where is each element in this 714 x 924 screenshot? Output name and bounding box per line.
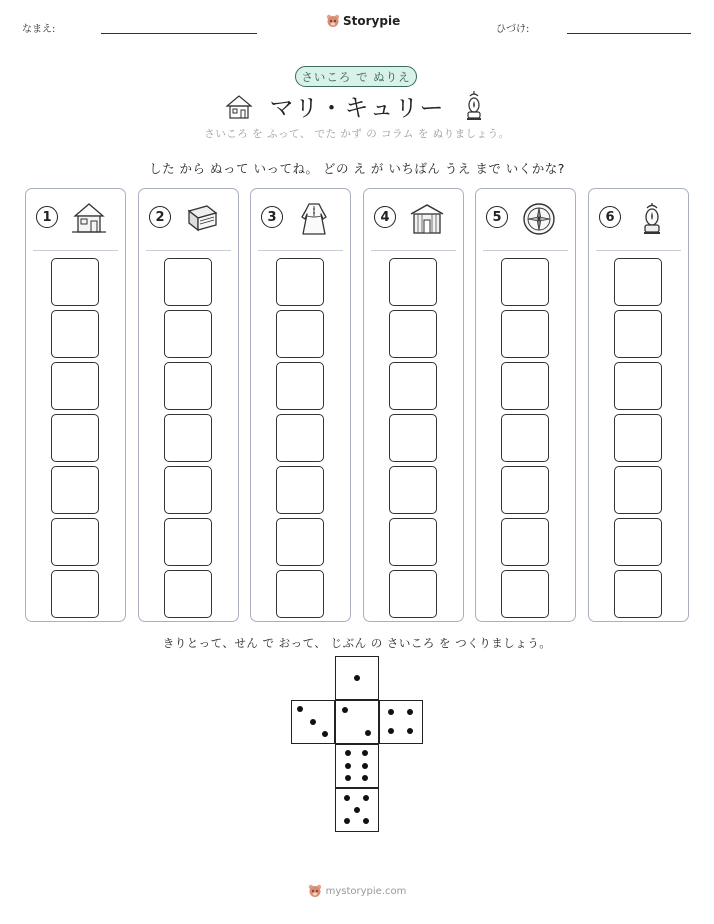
coloring-box[interactable] <box>51 466 99 514</box>
coloring-box[interactable] <box>501 362 549 410</box>
coloring-box[interactable] <box>501 570 549 618</box>
activity-badge: さいころ で ぬりえ <box>295 66 417 87</box>
coloring-box[interactable] <box>276 258 324 306</box>
column-header <box>139 189 238 251</box>
coloring-box[interactable] <box>51 310 99 358</box>
coloring-box[interactable] <box>501 414 549 462</box>
coloring-box[interactable] <box>164 362 212 410</box>
coloring-box[interactable] <box>164 570 212 618</box>
dice-pip <box>362 763 368 769</box>
coloring-box[interactable] <box>501 518 549 566</box>
dice-pip <box>388 728 394 734</box>
column-1 <box>25 188 126 622</box>
column-divider <box>146 250 231 251</box>
coloring-box[interactable] <box>501 310 549 358</box>
coloring-box[interactable] <box>276 362 324 410</box>
dice-pip <box>342 707 348 713</box>
column-5 <box>475 188 576 622</box>
instruction: した から ぬって いってね。 どの え が いちばん うえ まで いくかな? <box>149 161 565 176</box>
coloring-box[interactable] <box>501 258 549 306</box>
dice-pip <box>362 750 368 756</box>
coloring-box[interactable] <box>614 414 662 462</box>
dice-pip <box>363 795 369 801</box>
column-number: 2 <box>149 206 171 228</box>
coloring-box[interactable] <box>614 466 662 514</box>
name-label: なまえ: <box>22 24 56 35</box>
column-6 <box>588 188 689 622</box>
house-icon <box>70 201 108 235</box>
book-icon <box>183 201 221 235</box>
dice-pip <box>297 706 303 712</box>
dice-pip <box>354 675 360 681</box>
coloring-box[interactable] <box>276 466 324 514</box>
coloring-box[interactable] <box>389 466 437 514</box>
coloring-box[interactable] <box>51 570 99 618</box>
column-header <box>251 189 350 251</box>
dice-pip <box>345 775 351 781</box>
coloring-box[interactable] <box>51 258 99 306</box>
coloring-box[interactable] <box>389 310 437 358</box>
column-divider <box>596 250 681 251</box>
coloring-box[interactable] <box>51 518 99 566</box>
column-divider <box>371 250 456 251</box>
column-divider <box>33 250 118 251</box>
dress-icon <box>295 201 333 235</box>
coloring-box[interactable] <box>389 570 437 618</box>
dice-pip <box>322 731 328 737</box>
dice-face-3 <box>291 700 335 744</box>
bear-logo-icon <box>326 14 340 28</box>
dice-pip <box>345 763 351 769</box>
name-line <box>101 33 257 34</box>
dice-pip <box>344 795 350 801</box>
date-label: ひづけ: <box>496 24 530 35</box>
coloring-box[interactable] <box>389 518 437 566</box>
dice-face-1 <box>335 656 379 700</box>
coloring-box[interactable] <box>276 414 324 462</box>
dice-pip <box>365 730 371 736</box>
dice-pip <box>388 709 394 715</box>
dice-pip <box>310 719 316 725</box>
coloring-box[interactable] <box>389 258 437 306</box>
column-3 <box>250 188 351 622</box>
cut-instruction: きりとって、せん で おって、 じぶん の さいころ を つくりましょう。 <box>162 636 552 650</box>
column-number: 5 <box>486 206 508 228</box>
lantern-icon <box>633 201 671 235</box>
coloring-box[interactable] <box>614 310 662 358</box>
coloring-box[interactable] <box>164 466 212 514</box>
coloring-box[interactable] <box>614 362 662 410</box>
dice-pip <box>362 775 368 781</box>
bear-logo-icon <box>308 884 322 898</box>
coloring-box[interactable] <box>614 518 662 566</box>
coloring-box[interactable] <box>276 518 324 566</box>
coloring-box[interactable] <box>51 414 99 462</box>
column-header <box>476 189 575 251</box>
column-header <box>26 189 125 251</box>
coloring-box[interactable] <box>164 518 212 566</box>
footer-url: mystorypie.com <box>325 885 407 897</box>
brand-name: Storypie <box>343 14 401 28</box>
dice-pip <box>344 818 350 824</box>
column-number: 4 <box>374 206 396 228</box>
column-number: 1 <box>36 206 58 228</box>
dice-pip <box>407 709 413 715</box>
column-4 <box>363 188 464 622</box>
coloring-box[interactable] <box>164 310 212 358</box>
compass-icon <box>520 201 558 235</box>
coloring-box[interactable] <box>501 466 549 514</box>
column-header <box>364 189 463 251</box>
dice-face-2 <box>335 700 379 744</box>
column-2 <box>138 188 239 622</box>
dice-face-5 <box>335 788 379 832</box>
column-number: 3 <box>261 206 283 228</box>
coloring-box[interactable] <box>614 258 662 306</box>
page-title: マリ・キュリー <box>269 94 445 122</box>
coloring-box[interactable] <box>164 258 212 306</box>
column-number: 6 <box>599 206 621 228</box>
coloring-box[interactable] <box>389 414 437 462</box>
dice-pip <box>345 750 351 756</box>
dice-pip <box>407 728 413 734</box>
coloring-box[interactable] <box>276 570 324 618</box>
dice-face-6 <box>335 744 379 788</box>
shed-icon <box>408 201 446 235</box>
dice-pip <box>363 818 369 824</box>
footer <box>0 884 714 898</box>
subtitle: さいころ を ふって、 でた かず の コラム を ぬりましょう。 <box>204 128 510 140</box>
column-divider <box>258 250 343 251</box>
dice-pip <box>354 807 360 813</box>
brand-logo <box>326 14 400 28</box>
column-divider <box>483 250 568 251</box>
coloring-box[interactable] <box>164 414 212 462</box>
coloring-box[interactable] <box>389 362 437 410</box>
lantern-icon <box>464 90 484 122</box>
coloring-box[interactable] <box>51 362 99 410</box>
coloring-box[interactable] <box>614 570 662 618</box>
coloring-box[interactable] <box>276 310 324 358</box>
date-line <box>567 33 691 34</box>
column-header <box>589 189 688 251</box>
dice-face-4 <box>379 700 423 744</box>
